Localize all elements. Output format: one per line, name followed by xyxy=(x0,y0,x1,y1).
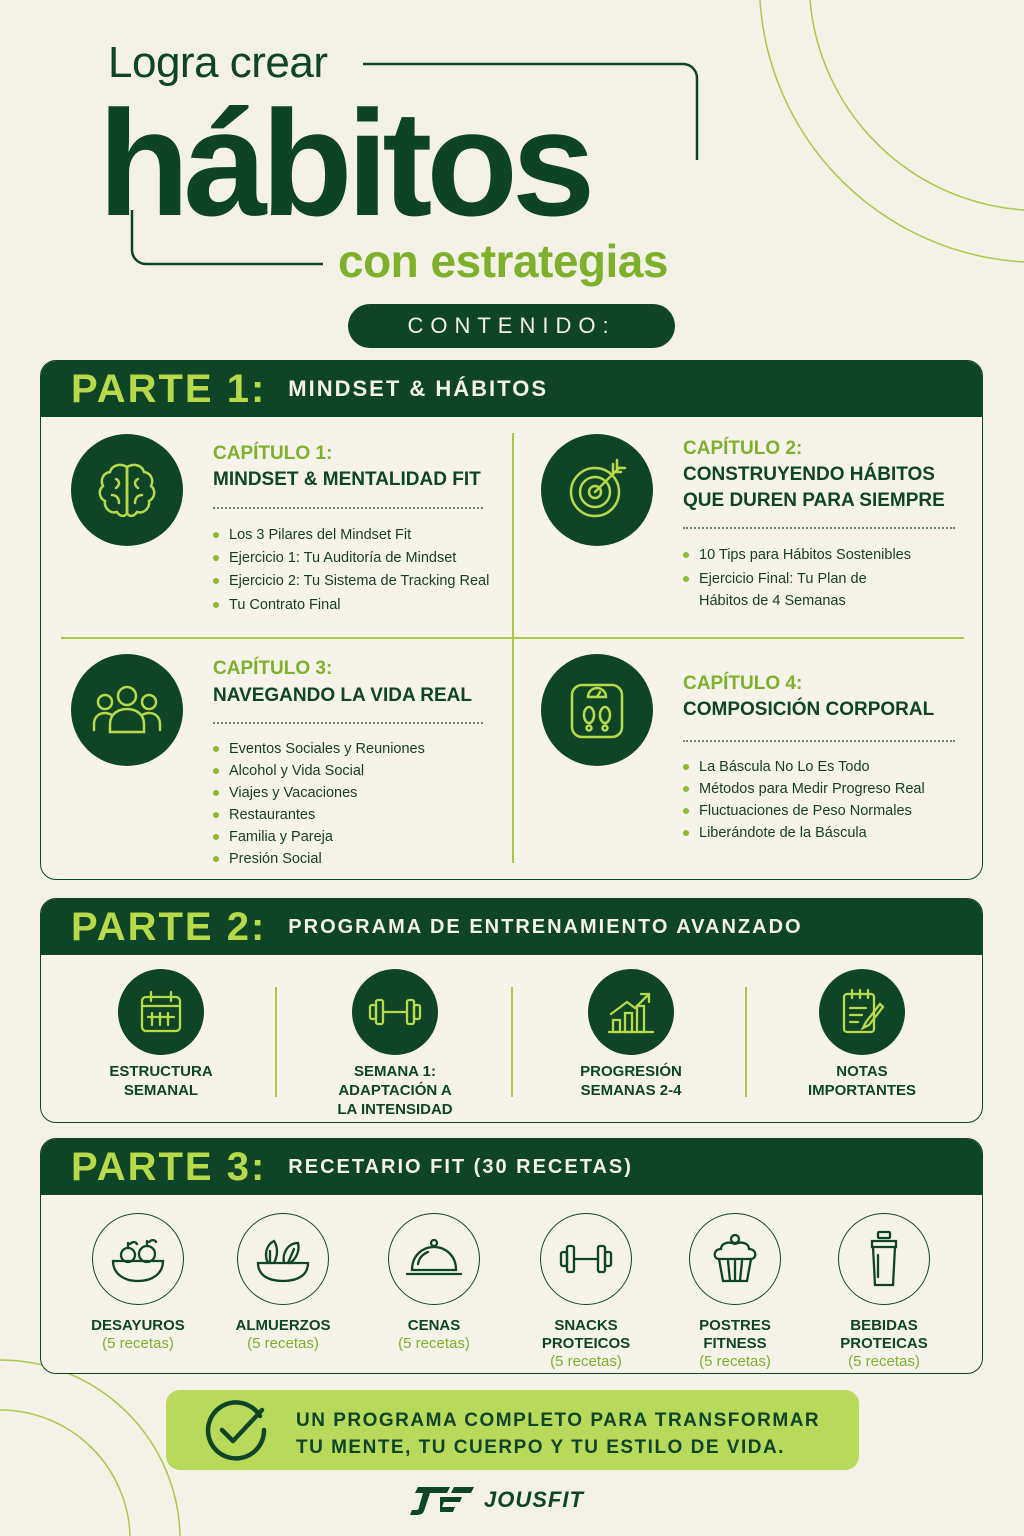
list-item: Presión Social xyxy=(213,848,425,870)
chapter3-list xyxy=(213,738,425,870)
jf-logo-icon xyxy=(410,1483,476,1517)
check-circle-icon xyxy=(202,1396,270,1464)
chapter1-title: MINDSET & MENTALIDAD FIT xyxy=(213,469,481,490)
cupcake-icon xyxy=(689,1213,781,1305)
parte1-header xyxy=(41,361,982,417)
parte3-item-snacks xyxy=(511,1213,661,1370)
calendar-icon xyxy=(118,969,204,1055)
list-item: Ejercicio 2: Tu Sistema de Tracking Real xyxy=(213,570,489,592)
shaker-icon xyxy=(838,1213,930,1305)
parte2-item-notas xyxy=(772,969,952,1099)
summary-banner xyxy=(166,1390,859,1470)
list-item: Familia y Pareja xyxy=(213,826,425,848)
list-item-continuation: Hábitos de 4 Semanas xyxy=(699,593,846,609)
list-item: Liberándote de la Báscula xyxy=(683,822,925,844)
parte3-panel xyxy=(40,1138,983,1374)
parte2-header xyxy=(41,899,982,955)
parte3-item-desayunos xyxy=(63,1213,213,1352)
parte3-item-postres xyxy=(660,1213,810,1370)
parte3-label-bebidas: BEBIDAS PROTEICAS (5 recetas) xyxy=(840,1317,928,1370)
parte1-panel xyxy=(40,360,983,880)
chapter1-list xyxy=(213,524,489,616)
parte3-label: PARTE 3: xyxy=(71,1144,267,1189)
parte2-label-estructura: ESTRUCTURA SEMANAL xyxy=(109,1063,213,1099)
parte2-item-estructura xyxy=(71,969,251,1099)
cloche-icon xyxy=(388,1213,480,1305)
chapter4-title: COMPOSICIÓN CORPORAL xyxy=(683,699,935,720)
parte3-item-cenas xyxy=(359,1213,509,1352)
contenido-label: CONTENIDO: xyxy=(348,304,675,348)
chapter3-dots xyxy=(213,722,483,724)
chapter3-label: CAPÍTULO 3: xyxy=(213,658,333,679)
scale-icon xyxy=(541,654,653,766)
parte3-item-bebidas xyxy=(809,1213,959,1370)
parte2-item-progresion xyxy=(541,969,721,1099)
parte3-item-almuerzos xyxy=(208,1213,358,1352)
list-item: Alcohol y Vida Social xyxy=(213,760,425,782)
title-main-word: hábitos xyxy=(98,79,590,247)
list-item: Restaurantes xyxy=(213,804,425,826)
banner-text: UN PROGRAMA COMPLETO PARA TRANSFORMAR TU MENTE, TU CUERPO Y TU ESTILO DE VIDA. xyxy=(296,1410,821,1458)
brain-icon xyxy=(71,434,183,546)
list-item: 10 Tips para Hábitos Sostenibles xyxy=(683,544,911,566)
list-item: Viajes y Vacaciones xyxy=(213,782,425,804)
dumbbell-icon xyxy=(352,969,438,1055)
list-item: Métodos para Medir Progreso Real xyxy=(683,778,925,800)
divider-vertical xyxy=(745,987,747,1097)
divider-vertical xyxy=(275,987,277,1097)
parte3-label-desayunos: DESAYUROS (5 recetas) xyxy=(91,1317,185,1352)
notes-pencil-icon xyxy=(819,969,905,1055)
parte3-label-almuerzos: ALMUERZOS (5 recetas) xyxy=(235,1317,331,1352)
chapter1-label: CAPÍTULO 1: xyxy=(213,443,333,464)
parte2-title: PROGRAMA DE ENTRENAMIENTO AVANZADO xyxy=(288,915,803,938)
parte2-label: PARTE 2: xyxy=(71,904,267,949)
chapter4-dots xyxy=(683,740,955,742)
parte3-title: RECETARIO FIT (30 RECETAS) xyxy=(288,1155,633,1178)
salad-bowl-icon xyxy=(237,1213,329,1305)
chapter2-title-line2: QUE DUREN PARA SIEMPRE xyxy=(683,490,945,511)
list-item: Ejercicio Final: Tu Plan de xyxy=(683,568,911,590)
fruit-bowl-icon xyxy=(92,1213,184,1305)
divider-horizontal xyxy=(61,637,964,639)
chapter4-label: CAPÍTULO 4: xyxy=(683,673,803,694)
parte1-label: PARTE 1: xyxy=(71,366,267,411)
divider-vertical xyxy=(511,987,513,1097)
chapter2-dots xyxy=(683,527,955,529)
chapter2-title-line1: CONSTRUYENDO HÁBITOS xyxy=(683,464,935,485)
dumbbell-icon xyxy=(540,1213,632,1305)
chapter2-label: CAPÍTULO 2: xyxy=(683,438,803,459)
parte3-label-snacks: SNACKS PROTEICOS (5 recetas) xyxy=(541,1317,631,1370)
parte3-label-cenas: CENAS (5 recetas) xyxy=(398,1317,470,1352)
list-item: Fluctuaciones de Peso Normales xyxy=(683,800,925,822)
parte2-label-progresion: PROGRESIÓN SEMANAS 2-4 xyxy=(580,1063,682,1099)
list-item: Los 3 Pilares del Mindset Fit xyxy=(213,524,489,546)
growth-chart-icon xyxy=(588,969,674,1055)
parte2-label-semana1: SEMANA 1: ADAPTACIÓN A LA INTENSIDAD xyxy=(337,1063,453,1118)
brand-name: JOUSFIT xyxy=(484,1487,584,1512)
decorative-arcs-top-right xyxy=(700,0,1024,300)
title-line-1: Logra crear xyxy=(108,38,328,87)
parte2-item-semana1 xyxy=(305,969,485,1118)
list-item: La Báscula No Lo Es Todo xyxy=(683,756,925,778)
chapter1-dots xyxy=(213,507,483,509)
list-item: Ejercicio 1: Tu Auditoría de Mindset xyxy=(213,547,489,569)
list-item: Eventos Sociales y Reuniones xyxy=(213,738,425,760)
parte3-header xyxy=(41,1139,982,1195)
parte1-title: MINDSET & HÁBITOS xyxy=(288,376,548,401)
chapter3-title: NAVEGANDO LA VIDA REAL xyxy=(213,685,472,706)
list-item: Tu Contrato Final xyxy=(213,594,489,616)
chapter2-list xyxy=(683,544,911,612)
chapter4-list xyxy=(683,756,925,844)
title-line-3: con estrategias xyxy=(338,235,668,287)
divider-vertical xyxy=(512,433,514,863)
group-icon xyxy=(71,654,183,766)
parte2-panel xyxy=(40,898,983,1123)
brand-logo xyxy=(410,1483,584,1517)
target-icon xyxy=(541,434,653,546)
parte3-label-postres: POSTRES FITNESS (5 recetas) xyxy=(699,1317,771,1370)
parte2-label-notas: NOTAS IMPORTANTES xyxy=(807,1063,917,1099)
